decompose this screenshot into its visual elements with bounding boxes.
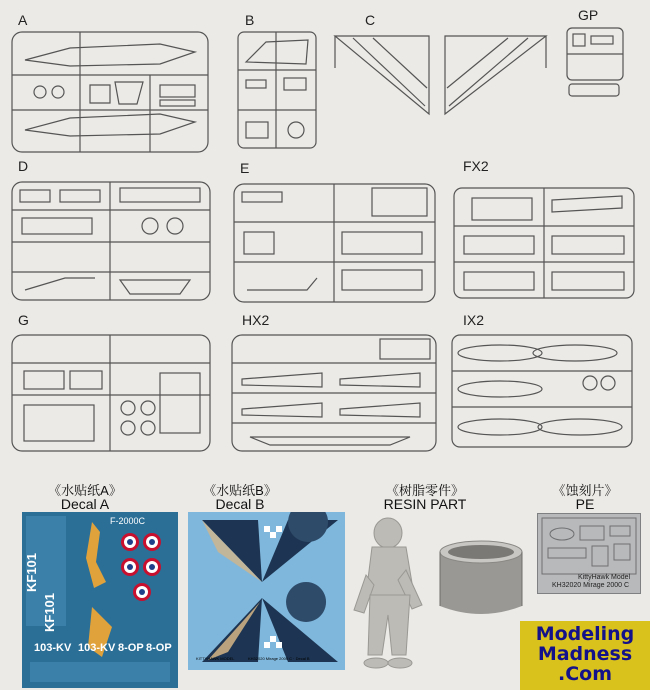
decal-a-code-1: KF101 [24, 552, 39, 592]
resin-pilot-figure [352, 515, 432, 680]
sprue-fx2 [452, 180, 642, 304]
sprue-label-e: E [240, 160, 250, 176]
decal-a-code-2: KF101 [42, 592, 57, 632]
sprue-ix2 [450, 333, 640, 451]
sprue-a [10, 30, 210, 155]
sprue-label-g: G [18, 312, 29, 328]
decal-b-en-label: Decal B [215, 496, 265, 512]
sprue-label-gp: GP [578, 7, 599, 23]
sprue-hx2 [230, 333, 438, 453]
pe-cn-label: 《蚀刻片》 [552, 483, 618, 498]
decal-b-code: KH32020 Mirage 2000 C · Decal B [248, 656, 310, 661]
pe-fret [537, 513, 641, 594]
sprue-label-fx2: FX2 [463, 158, 489, 174]
logo-line-3: .Com [557, 663, 612, 685]
decal-a-en-label: Decal A [60, 496, 110, 512]
sprue-label-ix2: IX2 [463, 312, 485, 328]
decal-a-code-5: 8-OP [118, 642, 144, 654]
decal-a-code-7: F-2000C [110, 516, 146, 526]
pe-maker: KittyHawk Model [578, 574, 631, 581]
logo-line-2: Madness [537, 643, 633, 665]
sprue-g [10, 333, 212, 453]
decal-b-maker: KITTYHAWK MODEL [196, 656, 235, 661]
sprue-label-d: D [18, 158, 29, 174]
pe-en-label: PE [575, 496, 595, 512]
resin-en-label: RESIN PART [383, 496, 467, 512]
decal-a-sheet [22, 512, 178, 688]
sprue-d [10, 180, 212, 302]
decal-a-cn-label: 《水贴纸A》 [48, 483, 122, 498]
decal-a-code-4: 103-KV [78, 642, 116, 654]
decal-a-code-3: 103-KV [34, 642, 72, 654]
sprue-gp [565, 26, 625, 98]
sprue-b [236, 30, 318, 150]
resin-exhaust-part [436, 538, 526, 627]
sprue-label-hx2: HX2 [242, 312, 270, 328]
sprue-label-a: A [18, 12, 28, 28]
sprue-label-b: B [245, 12, 255, 28]
sprue-label-c: C [365, 12, 376, 28]
decal-b-cn-label: 《水贴纸B》 [203, 483, 277, 498]
sprue-c [333, 28, 548, 118]
decal-b-sheet [188, 512, 345, 670]
decal-a-code-6: 8-OP [146, 642, 172, 654]
logo-line-1: Modeling [535, 623, 635, 645]
sprue-e [232, 182, 437, 304]
modeling-madness-logo [520, 621, 650, 690]
resin-cn-label: 《树脂零件》 [385, 483, 464, 498]
pe-code: KH32020 Mirage 2000 C [552, 582, 630, 589]
